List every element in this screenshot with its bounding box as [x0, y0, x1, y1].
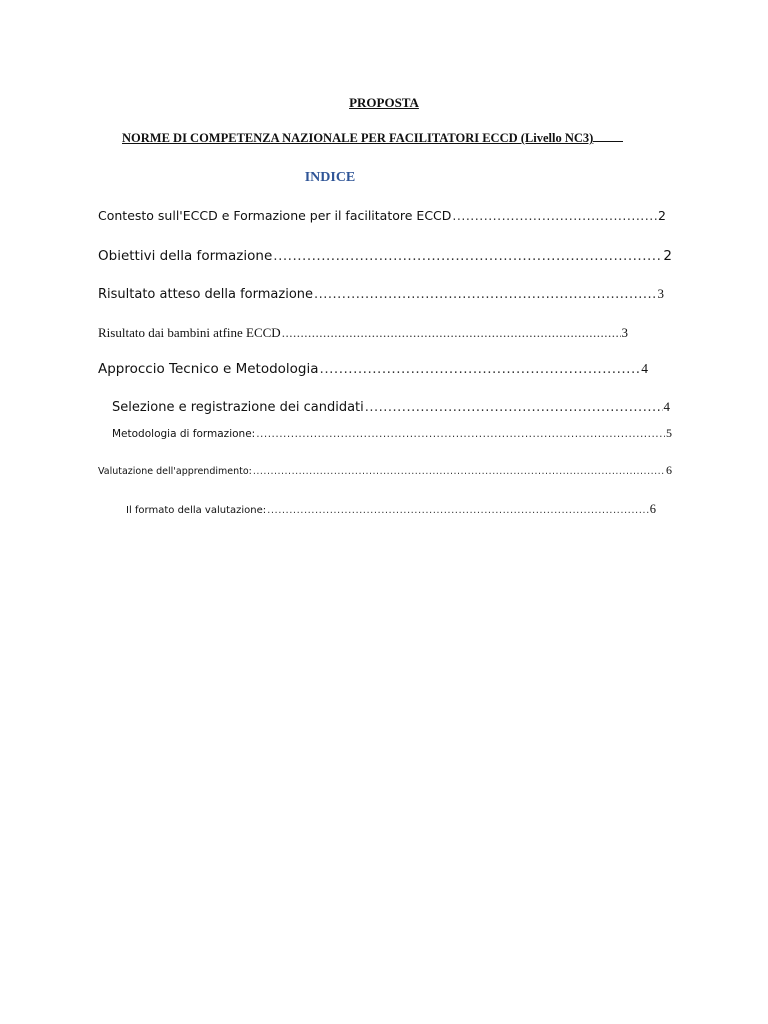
toc-entry[interactable] [98, 248, 672, 264]
toc-leader-dots [365, 400, 663, 415]
index-heading: INDICE [304, 170, 356, 185]
toc-entry-page: 6 [649, 502, 656, 516]
toc-leader-dots [267, 505, 649, 516]
toc-leader-dots [320, 361, 641, 377]
toc-entry-page: 4 [641, 361, 648, 376]
document-title: PROPOSTA [349, 95, 419, 110]
toc-entry[interactable] [112, 426, 672, 441]
toc-entry[interactable] [112, 399, 670, 415]
toc-entry-page: 4 [663, 399, 670, 414]
toc-entry[interactable] [126, 502, 656, 517]
toc-entry[interactable] [98, 361, 648, 377]
toc-leader-dots [273, 248, 662, 264]
toc-entry-label: Valutazione dell'apprendimento: [98, 466, 252, 477]
toc-entry-label: Approccio Tecnico e Metodologia [98, 361, 319, 377]
toc-entry-label: Risultato dai bambini atfine ECCD [98, 325, 281, 340]
toc-entry-label: Contesto sull'ECCD e Formazione per il facilitatore ECCD [98, 208, 452, 223]
toc-leader-dots [452, 208, 657, 223]
toc-leader-dots [282, 325, 621, 341]
toc-leader-dots [314, 287, 656, 302]
toc-entry-page: 3 [657, 286, 664, 301]
toc-entry-page: 3 [621, 325, 628, 340]
toc-entry-page: 6 [666, 463, 672, 477]
toc-entry-label: Metodologia di formazione: [112, 428, 256, 440]
toc-entry-page: 2 [663, 248, 672, 264]
subtitle-text: NORME DI COMPETENZA NAZIONALE PER FACILITATORI ECCD (Livello NC3) [122, 131, 594, 145]
toc-entry-page: 2 [658, 208, 666, 223]
subtitle-underline-tail [593, 131, 623, 142]
toc-entry[interactable] [98, 463, 672, 478]
toc-entry-page: 5 [666, 426, 672, 440]
toc-entry-label: Obiettivi della formazione [98, 248, 273, 264]
toc-entry-label: Il formato della valutazione: [126, 505, 267, 516]
toc-entry[interactable] [98, 325, 628, 341]
toc-entry-label: Risultato atteso della formazione [98, 287, 314, 302]
toc-leader-dots [253, 466, 665, 477]
toc-entry[interactable] [98, 208, 666, 223]
toc-leader-dots [256, 428, 665, 440]
toc-entry[interactable] [98, 286, 664, 302]
document-subtitle [122, 131, 623, 146]
toc-entry-label: Selezione e registrazione dei candidati [112, 400, 364, 415]
